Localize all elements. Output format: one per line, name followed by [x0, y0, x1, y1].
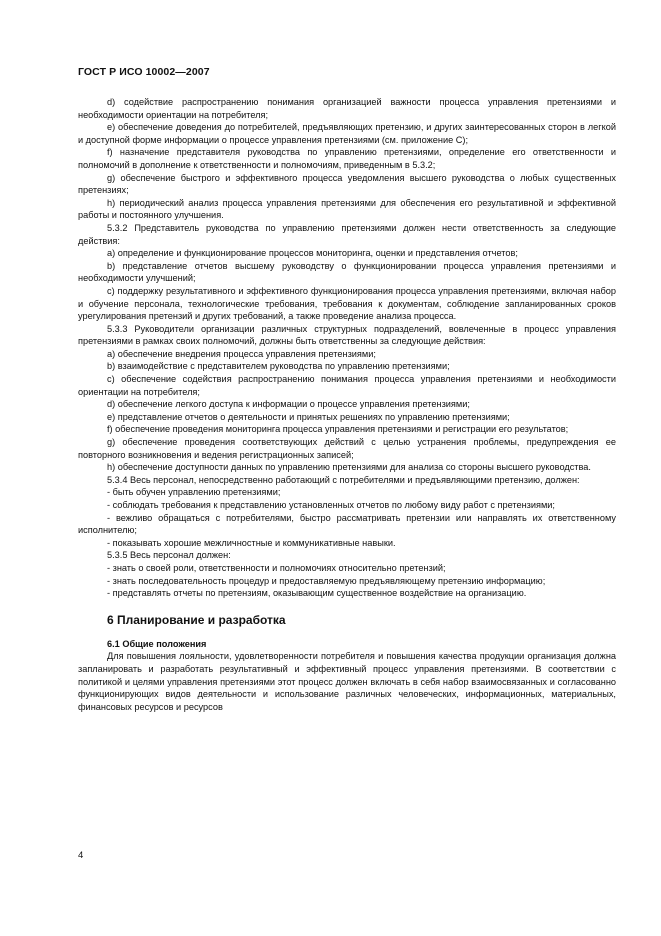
paragraph: f) назначение представителя руководства по управлению претензиями, определение его ответственности и полномочий в дополнение к ответственности и полномочиям, приведенным в 5.3.2; — [78, 147, 616, 170]
clause-5-3-4: 5.3.4 Весь персонал, непосредственно работающий с потребителями и предъявляющими претензию, должен: — [107, 474, 580, 485]
list-item: - вежливо обращаться с потребителями, быстро рассматривать претензии или направлять их ответственному исполнителю; — [78, 512, 616, 536]
paragraph: c) обеспечение содействия распространению понимания процесса управления претензиями и необходимости ориентации на потребителя; — [78, 374, 616, 397]
paragraph: e) представление отчетов о деятельности и принятых решениях по управлению претензиями; — [107, 411, 510, 422]
clause-5-3-2: 5.3.2 Представитель руководства по управлению претензиями должен нести ответственность за следующие действия: — [78, 222, 616, 246]
paragraph: a) определение и функционирование процессов мониторинга, оценки и представления отчетов; — [107, 248, 518, 259]
paragraph: b) представление отчетов высшему руководству о функционировании процесса управления претензиями и необходимости улучшений; — [78, 260, 616, 284]
clause-5-3-3: 5.3.3 Руководители организации различных структурных подразделений, вовлеченные в процесс управления претензиями в рамках своих полномочий, должны быть ответственны за следующие действия: — [78, 323, 616, 347]
subsection-title: 6.1 Общие положения — [107, 638, 207, 649]
clause-5-3-5: 5.3.5 Весь персонал должен: — [107, 550, 231, 561]
paragraph: f) обеспечение проведения мониторинга процесса управления претензиями и регистрации его результатов; — [107, 424, 569, 435]
paragraph: a) обеспечение внедрения процесса управления претензиями; — [107, 348, 376, 359]
document-header: ГОСТ Р ИСО 10002—2007 — [78, 66, 210, 78]
section-paragraph: Для повышения лояльности, удовлетворенности потребителя и повышения качества продукции организация должна запланировать и разработать результативный и эффективный процесс управления претензиями. В соответствии с политикой и целями управления претензиями этот процесс должен включать в себя набор взаимосвязанных и согласованно функционирующих видов деятельности и использование различных человеческих, информационных, материальных, финансовых ресурсов и ресурсов — [78, 651, 616, 712]
paragraph: h) периодический анализ процесса управления претензиями для обеспечения его результативной и эффективной работы и постоянного улучшения. — [78, 197, 616, 221]
paragraph: g) обеспечение проведения соответствующих действий с целью устранения проблемы, предупреждения ее повторного возникновения и ведения регистрационных записей; — [78, 437, 616, 460]
paragraph: b) взаимодействие с представителем руководства по управлению претензиями; — [107, 361, 450, 372]
paragraph: d) обеспечение легкого доступа к информации о процессе управления претензиями; — [107, 399, 470, 410]
section-title: 6 Планирование и разработка — [107, 612, 286, 627]
list-item: - показывать хорошие межличностные и коммуникативные навыки. — [107, 537, 396, 548]
paragraph: g) обеспечение быстрого и эффективного процесса уведомления высшего руководства о любых существенных претензиях; — [78, 172, 616, 196]
list-item: - знать о своей роли, ответственности и полномочиях относительно претензий; — [107, 562, 446, 573]
page-number: 4 — [78, 850, 84, 861]
list-item: - быть обучен управлению претензиями; — [107, 487, 281, 498]
page-content — [78, 96, 616, 713]
paragraph: e) обеспечение доведения до потребителей, предъявляющих претензию, и других заинтересованных сторон в легкой и доступной форме информации о процессе управления претензиями (см. приложение C); — [78, 122, 616, 145]
list-item: - соблюдать требования к представлению установленных отчетов по любому виду работ с претензиями; — [107, 500, 555, 510]
paragraph: h) обеспечение доступности данных по управлению претензиями для анализа со стороны высшего руководства. — [107, 462, 591, 473]
paragraph: c) поддержку результативного и эффективного функционирования процесса управления претензиями, включая набор и обучение персонала, технологические требования, требования к документам, соблюдение запланированных сроков урегулирования претензий и других требований, а также проведение анализа процесса. — [78, 285, 616, 322]
list-item: - знать последовательность процедур и предоставляемую предъявляющему претензию информацию; — [107, 575, 546, 586]
paragraph: d) содействие распространению понимания организацией важности процесса управления претензиями и необходимости ориентации на потребителя; — [78, 97, 616, 120]
list-item: - представлять отчеты по претензиям, оказывающим существенное воздействие на организацию. — [107, 588, 527, 599]
